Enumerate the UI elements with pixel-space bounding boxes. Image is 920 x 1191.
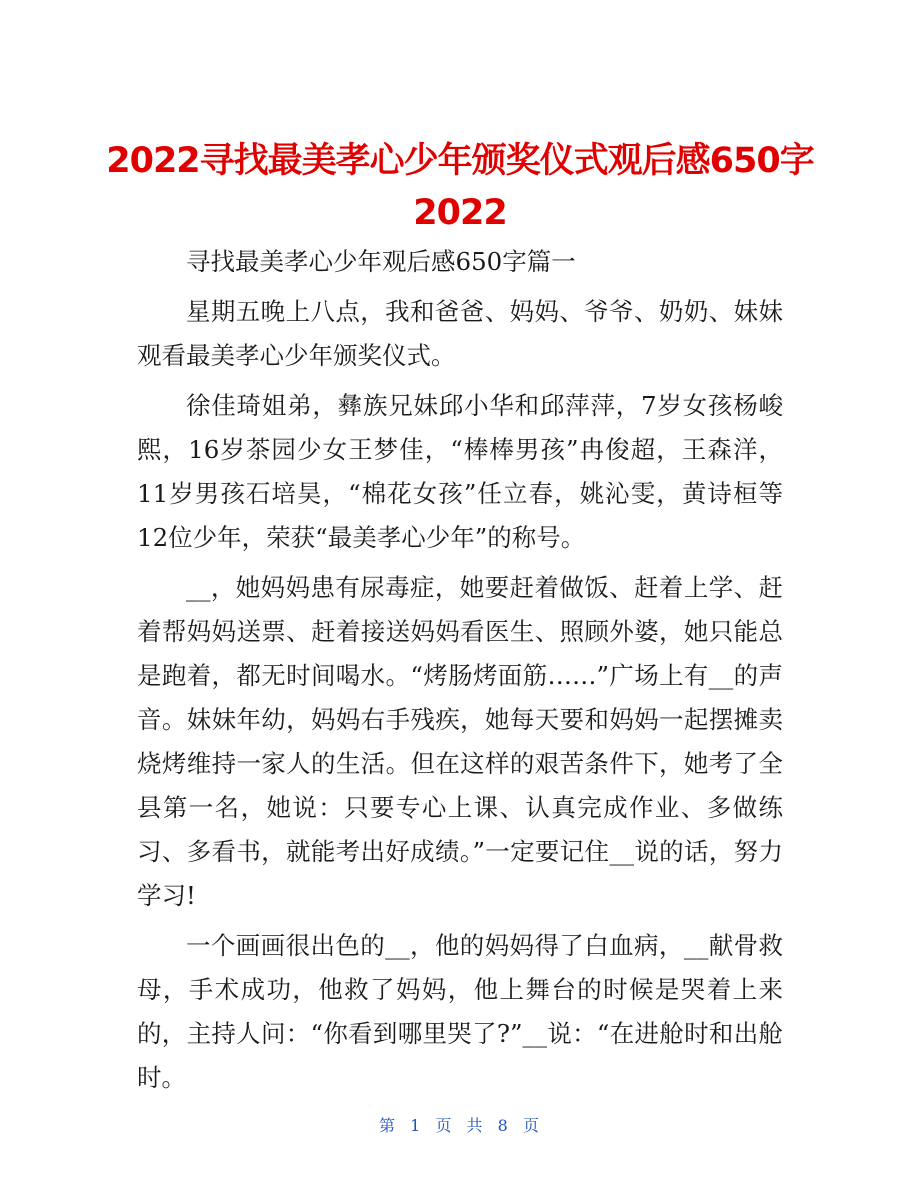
page-footer	[0, 1113, 920, 1136]
footer-suffix: 页	[522, 1116, 541, 1135]
footer-prefix: 第	[379, 1116, 398, 1135]
paragraph-1: 星期五晚上八点，我和爸爸、妈妈、爷爷、奶奶、妹妹观看最美孝心少年颁奖仪式。	[137, 297, 783, 370]
paragraph-2: 徐佳琦姐弟，彝族兄妹邱小华和邱萍萍，7岁女孩杨峻熙，16岁茶园少女王梦佳，“棒棒男孩”冉俊超，王森洋，11岁男孩石培昊，“棉花女孩”任立春，姚沁雯，黄诗桓等12位少年，荣获“最美孝心少年”的称号。	[137, 391, 783, 552]
paragraph-3: __，她妈妈患有尿毒症，她要赶着做饭、赶着上学、赶着帮妈妈送票、赶着接送妈妈看医生、照顾外婆，她只能总是跑着，都无时间喝水。“烤肠烤面筋……”广场上有__的声音。妹妹年幼，妈妈右手残疾，她每天要和妈妈一起摆摊卖烧烤维持一家人的生活。但在这样的艰苦条件下，她考了全县第一名，她说：只要专心上课、认真完成作业、多做练习、多看书，就能考出好成绩。”一定要记住__说的话，努力学习!	[137, 573, 783, 910]
title-line-2: 2022	[413, 193, 507, 234]
title-line-1: 2022寻找最美孝心少年颁奖仪式观后感650字	[106, 141, 814, 182]
document-body	[137, 240, 783, 1100]
footer-total-pages: 8	[497, 1116, 510, 1135]
footer-total-label: 共	[466, 1116, 485, 1135]
footer-page-label: 页	[435, 1116, 454, 1135]
section-subtitle: 寻找最美孝心少年观后感650字篇一	[186, 247, 576, 276]
footer-current-page: 1	[410, 1116, 423, 1135]
document-title	[100, 135, 820, 239]
paragraph-4: 一个画画很出色的__，他的妈妈得了白血病，__献骨救母，手术成功，他救了妈妈，他上舞台的时候是哭着上来的，主持人问：“你看到哪里哭了?”__说：“在进舱时和出舱时。	[137, 931, 783, 1092]
